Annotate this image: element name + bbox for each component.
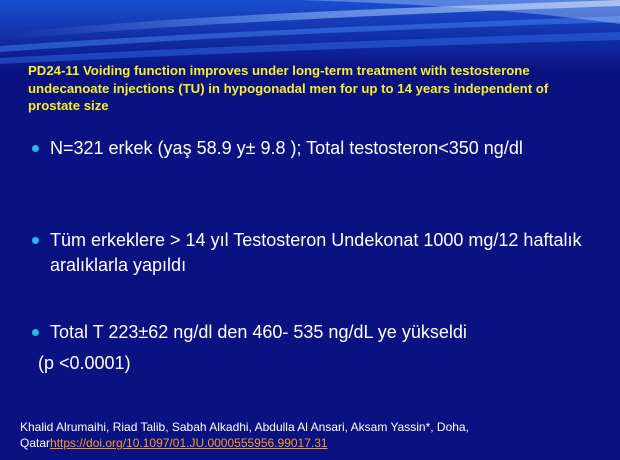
bullet-item <box>30 320 590 345</box>
header-wave-decoration <box>0 0 620 70</box>
bullet-dot-icon <box>32 145 39 152</box>
bullet-text: Total T 223±62 ng/dl den 460- 535 ng/dL ye yükseldi <box>50 322 467 342</box>
bullet-text: Tüm erkeklere > 14 yıl Testosteron Undekonat 1000 mg/12 haftalık aralıklarla yapıldı <box>50 230 582 275</box>
bullet-text: N=321 erkek (yaş 58.9 y± 9.8 ); Total testosteron<350 ng/dl <box>50 138 523 158</box>
citation <box>20 419 580 451</box>
slide-title: PD24-11 Voiding function improves under long-term treatment with testosterone undecanoate injections (TU) in hypogonadal men for up to 14 years independent of prostate size <box>28 63 549 113</box>
citation-doi-link[interactable]: https://doi.org/10.1097/01.JU.0000555956.99017.31 <box>50 436 328 450</box>
bullet-dot-icon <box>32 329 39 336</box>
bullet-item <box>30 228 590 278</box>
bullet-item <box>30 136 590 161</box>
bullet-dot-icon <box>32 237 39 244</box>
citation-authors: Khalid Alrumaihi, Riad Talib, Sabah Alkadhi, Abdulla Al Ansari, Aksam Yassin*, Doha, Qatar <box>20 420 469 450</box>
p-value-text: (p <0.0001) <box>38 353 131 373</box>
